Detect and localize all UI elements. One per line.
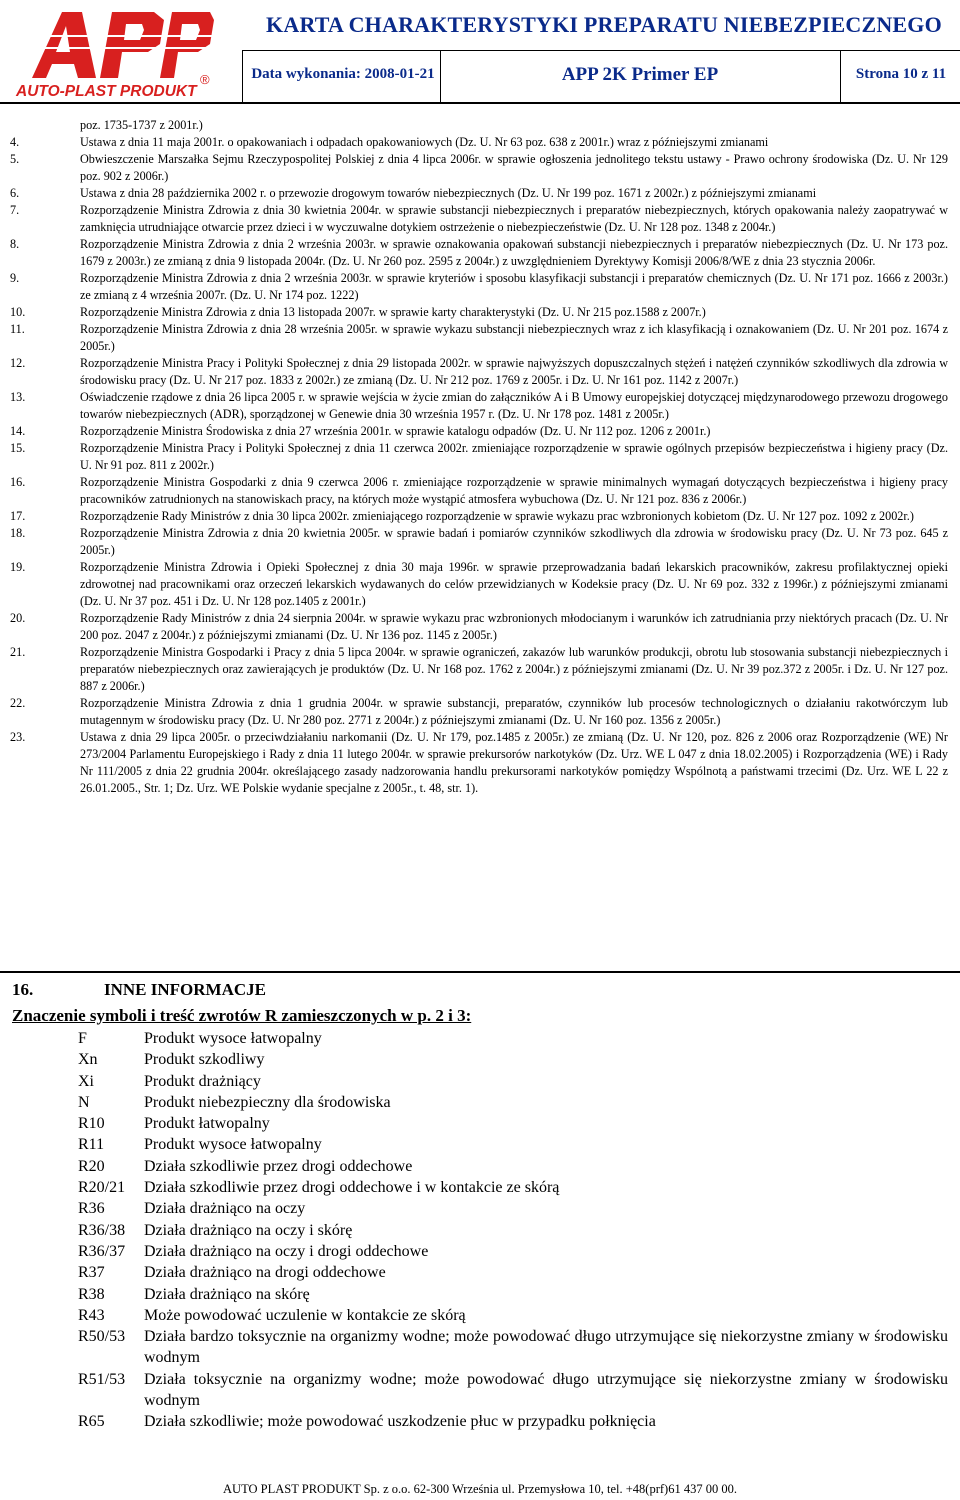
symbol-description: Może powodować uczulenie w kontakcie ze skórą: [144, 1306, 466, 1324]
reference-item: [10, 729, 948, 797]
symbol-row: [78, 1049, 948, 1070]
symbol-code: N: [78, 1093, 90, 1111]
symbol-code: R37: [78, 1264, 105, 1282]
reference-number: 16.: [10, 475, 26, 489]
header-divider: [242, 50, 960, 51]
symbol-description: Produkt szkodliwy: [144, 1051, 265, 1069]
symbol-description: Działa szkodliwie przez drogi oddechowe: [144, 1157, 413, 1175]
reference-item: [10, 423, 948, 440]
reference-number: 18.: [10, 526, 26, 540]
symbol-code: F: [78, 1030, 87, 1047]
symbol-row: [78, 1092, 948, 1113]
symbol-row: [78, 1369, 948, 1412]
registered-mark: ®: [200, 72, 210, 87]
header-cell-border: [840, 50, 841, 102]
symbol-code: R50/53: [78, 1328, 126, 1346]
reference-text: Ustawa z dnia 29 lipca 2005r. o przeciwdziałaniu narkomanii (Dz. U. Nr 179, poz.1485 z 2005r.) ze zmianą (Dz. U. Nr 120, poz. 826 z 2006 oraz Rozporządzenie (WE) Nr 273/2004 Parlamentu Europejskiego i Rady z dnia 11 lutego 2004r. w sprawie prekursorów narkotyków (Dz. Urz. WE L 047 z dnia 18.02.2005) i Rozporządzenia (WE) i Rady Nr 111/2005 z dnia 22 grudnia 2004r. określającego zasady nadzorowania handlu prekursorami narkotyków pomiędzy Wspólnotą a państwami trzecimi (Dz. Urz. WE L 22 z 26.01.2005., Str. 1; Dz. Urz. WE Polskie wydanie specjalne z 2005r., t. 48, str. 1).: [80, 730, 948, 795]
symbol-row: [78, 1305, 948, 1326]
reference-item: [10, 151, 948, 185]
reference-number: 14.: [10, 424, 26, 438]
symbol-row: [78, 1177, 948, 1198]
symbol-description: Produkt drażniący: [144, 1072, 261, 1090]
symbol-row: [78, 1028, 948, 1049]
symbol-row: [78, 1241, 948, 1262]
reference-text: Rozporządzenie Rady Ministrów z dnia 30 lipca 2002r. zmieniającego rozporządzenie w sprawie wykazu prac wzbronionych kobietom (Dz. U. Nr 127 poz. 1092 z 2002r.): [80, 509, 914, 523]
symbol-code: R38: [78, 1285, 105, 1303]
reference-number: 22.: [10, 696, 26, 710]
symbol-code: R20/21: [78, 1179, 126, 1197]
header-bottom-rule: [0, 102, 960, 104]
reference-text: Ustawa z dnia 28 października 2002 r. o przewozie drogowym towarów niebezpiecznych (Dz. U. Nr 199 poz. 1671 z 2002r.) z późniejszymi zmianami: [80, 186, 817, 200]
page-number: Strona 10 z 11: [855, 66, 947, 82]
reference-text: Oświadczenie rządowe z dnia 26 lipca 2005 r. w sprawie wejścia w życie zmian do załączników A i B Umowy europejskiej dotyczącej międzynarodowego przewozu drogowego towarów niebezpiecznych (ADR), sporządzonej w Genewie dnia 30 września 1957 r. (Dz. U. Nr 178 poz. 1481 z 2005r.): [80, 390, 948, 421]
reference-number: 8.: [10, 237, 20, 251]
symbol-row: [78, 1071, 948, 1092]
symbol-row: [78, 1156, 948, 1177]
reference-text: Obwieszczenie Marszałka Sejmu Rzeczypospolitej Polskiej z dnia 4 lipca 2006r. w sprawie ogłoszenia jednolitego tekstu ustawy - Prawo ochrony środowiska (Dz. U. Nr 129 poz. 902 z 2006r.): [80, 152, 948, 183]
reference-text: Rozporządzenie Ministra Gospodarki z dnia 9 czerwca 2006 r. zmieniające rozporządzenie w sprawie minimalnych wymagań dotyczących bezpieczeństwa i higieny pracy pracowników zatrudnionych na stanowiskach pracy, na których może wystąpić atmosfera wybuchowa (Dz. U. Nr 121 poz. 836 z 2006r.): [80, 475, 948, 506]
reference-number: 7.: [10, 203, 20, 217]
symbol-description: Działa bardzo toksycznie na organizmy wodne; może powodować długo utrzymujące się niekorzystne zmiany w środowisku wodnym: [144, 1328, 948, 1367]
symbol-code: R20: [78, 1157, 105, 1175]
reference-number: 13.: [10, 390, 26, 404]
page-header: [0, 0, 960, 102]
document-title: KARTA CHARAKTERYSTYKI PREPARATU NIEBEZPIECZNEGO: [266, 12, 942, 37]
company-logo: [14, 8, 214, 100]
symbol-row: [78, 1198, 948, 1219]
symbol-row: [78, 1262, 948, 1283]
page-footer: AUTO PLAST PRODUKT Sp. z o.o. 62-300 Września ul. Przemysłowa 10, tel. +48(prf)61 437 00 00.: [223, 1482, 737, 1496]
legal-references-list: [10, 117, 948, 797]
reference-number: 20.: [10, 611, 26, 625]
reference-number: 9.: [10, 271, 20, 285]
reference-number: 10.: [10, 305, 26, 319]
symbol-description: Działa szkodliwie przez drogi oddechowe i w kontakcie ze skórą: [144, 1179, 560, 1197]
reference-item: [10, 474, 948, 508]
reference-text: Rozporządzenie Ministra Zdrowia i Opieki Społecznej z dnia 30 maja 1996r. w sprawie przeprowadzania badań lekarskich pracowników, zakresu profilaktycznej opieki zdrowotnej nad pracownikami oraz orzeczeń lekarskich wydawanych do celów przewidzianych w Kodeksie pracy (Dz. U. Nr 69 poz. 332 z 1996r.) z późniejszymi zmianami (Dz. U. Nr 37 poz. 451 i Dz. U. Nr 128 poz.1405 z 2001r.): [80, 560, 948, 608]
symbol-description: Produkt niebezpieczny dla środowiska: [144, 1093, 391, 1111]
symbol-description: Działa drażniąco na drogi oddechowe: [144, 1264, 386, 1282]
reference-number: 21.: [10, 645, 26, 659]
symbol-code: R36: [78, 1200, 105, 1218]
symbol-row: [78, 1411, 948, 1432]
reference-item: [10, 134, 948, 151]
reference-item: [10, 304, 948, 321]
reference-text: Rozporządzenie Ministra Gospodarki i Pracy z dnia 5 lipca 2004r. w sprawie ograniczeń, zakazów lub warunków produkcji, obrotu lub stosowania substancji niebezpiecznych i preparatów niebezpiecznych oraz zawierających je produktów (Dz. U. Nr 168 poz. 1762 z 2004r.) z późniejszymi zmianami (Dz. U. Nr 39 poz.372 z 2005r. i Dz. U. Nr 127 poz. 887 z 2006r.): [80, 645, 948, 693]
symbol-code: Xi: [78, 1072, 94, 1090]
section-divider: [0, 971, 960, 973]
reference-text: Rozporządzenie Ministra Zdrowia z dnia 30 kwietnia 2004r. w sprawie substancji niebezpiecznych i preparatów niebezpiecznych, których opakowania należy zaopatrywać w zamknięcia utrudniające otwarcie przez dzieci i w wyczuwalne dotykiem ostrzeżenie o niebezpieczeństwie (Dz. U. Nr 128 poz. 1348 z 2004r.): [80, 203, 948, 234]
symbol-row: [78, 1326, 948, 1369]
symbol-code: R65: [78, 1413, 105, 1431]
reference-item: [10, 389, 948, 423]
creation-date: Data wykonania: 2008-01-21: [251, 66, 435, 82]
reference-item: [10, 559, 948, 610]
symbol-code: R43: [78, 1306, 105, 1324]
symbol-code: Xn: [78, 1051, 98, 1069]
symbol-description: Działa szkodliwie; może powodować uszkodzenie płuc w przypadku połknięcia: [144, 1413, 656, 1431]
reference-text: Rozporządzenie Ministra Zdrowia z dnia 1 grudnia 2004r. w sprawie substancji, preparatów, czynników lub procesów technologicznych o działaniu rakotwórczym lub mutagennym w środowisku pracy (Dz. U. Nr 280 poz. 2771 z 2004r.) z późniejszymi zmianami (Dz. U. Nr 160 poz. 1356 z 2005r.): [80, 696, 948, 727]
reference-text: Rozporządzenie Ministra Zdrowia z dnia 2 września 2003r. w sprawie kryteriów i sposobu klasyfikacji substancji i preparatów chemicznych (Dz. U. Nr 171 poz. 1666 z 2003r.) ze zmianą z 4 września 2007r. (Dz. U. Nr 174 poz. 1222): [80, 271, 948, 302]
reference-number: 23.: [10, 730, 26, 744]
reference-item: [10, 185, 948, 202]
symbols-list: [78, 1028, 948, 1433]
reference-item: [10, 440, 948, 474]
reference-text: Rozporządzenie Ministra Pracy i Polityki Społecznej z dnia 11 czerwca 2002r. zmieniające rozporządzenie w sprawie ogólnych przepisów bezpieczeństwa i higieny pracy (Dz. U. Nr 91 poz. 811 z 2002r.): [80, 441, 948, 472]
reference-text: Rozporządzenie Ministra Zdrowia z dnia 13 listopada 2007r. w sprawie karty charakterystyki (Dz. U. Nr 215 poz.1588 z 2007r.): [80, 305, 706, 319]
symbol-description: Działa drażniąco na oczy i skórę: [144, 1221, 353, 1239]
reference-text: Ustawa z dnia 11 maja 2001r. o opakowaniach i odpadach opakowaniowych (Dz. U. Nr 63 poz. 638 z 2001r.) wraz z późniejszymi zmianami: [80, 135, 769, 149]
symbol-row: [78, 1134, 948, 1155]
symbol-row: [78, 1284, 948, 1305]
reference-item: [10, 202, 948, 236]
reference-number: 6.: [10, 186, 20, 200]
reference-item: [10, 321, 948, 355]
reference-text: Rozporządzenie Ministra Pracy i Polityki Społecznej z dnia 29 listopada 2002r. w sprawie najwyższych dopuszczalnych stężeń i natężeń czynników szkodliwych dla zdrowia w środowisku pracy (Dz. U. Nr 217 poz. 1833 z 2002r.) ze zmianą (Dz. U. Nr 212 poz. 1769 z 2005r. i Dz. U. Nr 161 poz. 1142 z 2007r.): [80, 356, 948, 387]
symbol-description: Produkt wysoce łatwopalny: [144, 1030, 322, 1047]
reference-item: [10, 610, 948, 644]
reference-text: Rozporządzenie Rady Ministrów z dnia 24 sierpnia 2004r. w sprawie wykazu prac wzbronionych młodocianym i warunków ich zatrudniania przy niektórych pracach (Dz. U. Nr 200 poz. 2047 z 2004r.) z późniejszymi zmianami (Dz. U. Nr 136 poz. 1145 z 2005r.): [80, 611, 948, 642]
reference-number: 19.: [10, 560, 26, 574]
symbol-code: R36/37: [78, 1242, 126, 1260]
reference-number: 11.: [10, 322, 25, 336]
header-cell-border: [242, 50, 243, 102]
section-title: INNE INFORMACJE: [104, 980, 266, 999]
symbol-description: Produkt wysoce łatwopalny: [144, 1136, 322, 1154]
reference-text: Rozporządzenie Ministra Środowiska z dnia 27 września 2001r. w sprawie katalogu odpadów (Dz. U. Nr 112 poz. 1206 z 2001r.): [80, 424, 711, 438]
reference-item: [10, 695, 948, 729]
logo-subtitle: AUTO-PLAST PRODUKT: [16, 83, 197, 100]
reference-item: [10, 525, 948, 559]
symbol-description: Działa drażniąco na skórę: [144, 1285, 310, 1303]
symbol-code: R10: [78, 1115, 105, 1133]
section-16-heading: [12, 980, 266, 1000]
symbol-code: R11: [78, 1136, 105, 1154]
reference-number: 4.: [10, 135, 20, 149]
symbol-description: Działa toksycznie na organizmy wodne; może powodować długo utrzymujące się niekorzystne zmiany w środowisku wodnym: [144, 1370, 948, 1410]
reference-number: 15.: [10, 441, 26, 455]
symbol-code: R36/38: [78, 1221, 126, 1239]
symbol-description: Produkt łatwopalny: [144, 1115, 270, 1133]
reference-item: [10, 236, 948, 270]
reference-item: [10, 644, 948, 695]
product-name: APP 2K Primer EP: [561, 64, 719, 85]
reference-text: Rozporządzenie Ministra Zdrowia z dnia 20 kwietnia 2005r. w sprawie badań i pomiarów czynników szkodliwych dla zdrowia w środowisku pracy (Dz. U. Nr 73 poz. 645 z 2005r.): [80, 526, 948, 557]
reference-continuation: poz. 1735-1737 z 2001r.): [80, 118, 203, 132]
reference-number: 17.: [10, 509, 26, 523]
reference-item: [10, 508, 948, 525]
reference-number: 12.: [10, 356, 26, 370]
symbol-description: Działa drażniąco na oczy i drogi oddechowe: [144, 1242, 429, 1260]
reference-item: [10, 270, 948, 304]
reference-text: Rozporządzenie Ministra Zdrowia z dnia 28 września 2005r. w sprawie wykazu substancji niebezpiecznych wraz z ich klasyfikacją i oznakowaniem (Dz. U. Nr 201 poz. 1674 z 2005r.): [80, 322, 948, 353]
symbol-description: Działa drażniąco na oczy: [144, 1200, 306, 1218]
reference-text: Rozporządzenie Ministra Zdrowia z dnia 2 września 2003r. w sprawie oznakowania opakowań substancji niebezpiecznych i preparatów niebezpiecznych (Dz. U. Nr 173 poz. 1679 z 2003r.) ze zmianą z dnia 9 listopada 2004r. (Dz. U. Nr 260 poz. 2595 z 2004r.) z uwzględnieniem Dyrektywy Komisji 2006/8/WE z dnia 23 stycznia 2006r.: [80, 237, 948, 268]
symbols-heading: Znaczenie symboli i treść zwrotów R zamieszczonych w p. 2 i 3:: [12, 1006, 472, 1025]
reference-number: 5.: [10, 152, 20, 166]
symbol-code: R51/53: [78, 1370, 126, 1388]
reference-item: [10, 355, 948, 389]
symbol-row: [78, 1113, 948, 1134]
section-number: 16.: [12, 980, 34, 999]
symbol-row: [78, 1220, 948, 1241]
